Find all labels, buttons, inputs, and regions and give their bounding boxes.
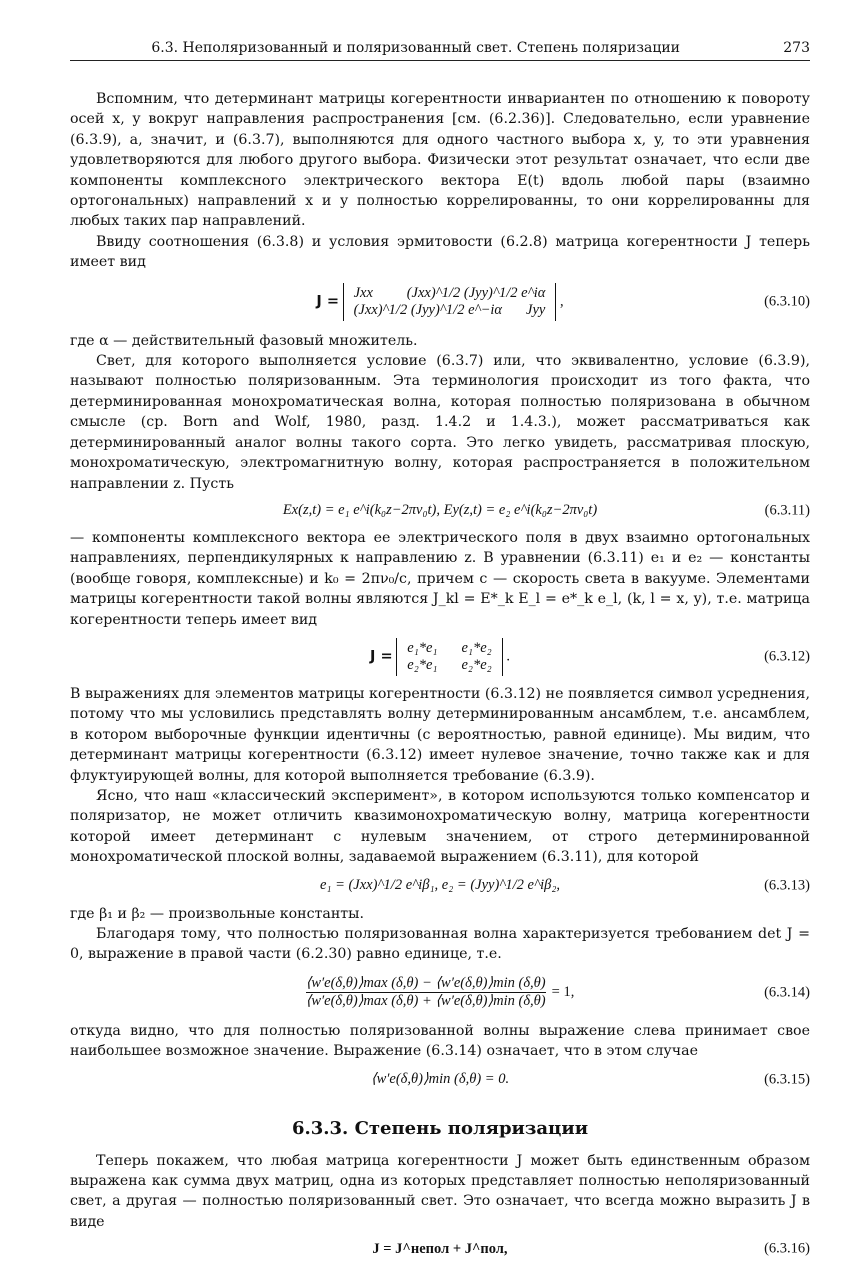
- eq11-number: (6.3.11): [764, 502, 810, 519]
- equation-6-3-14: [70, 965, 810, 1021]
- equation-6-3-10: [70, 273, 810, 331]
- equation-6-3-13: [70, 868, 810, 904]
- page-number: 273: [783, 40, 810, 56]
- eq10-lhs: J =: [316, 292, 339, 309]
- eq12-tail: .: [506, 648, 510, 665]
- eq12-number: (6.3.12): [764, 648, 810, 665]
- paragraph-10: откуда видно, что для полностью поляризованной волны выражение слева принимает свое наибольшее возможное значение. Выражение (6.3.14) означает, что в этом случае: [70, 1022, 810, 1060]
- paragraph-2: Ввиду соотношения (6.3.8) и условия эрмитовости (6.2.8) матрица когерентности J теперь имеет вид: [70, 233, 810, 271]
- eq15-number: (6.3.15): [764, 1071, 810, 1088]
- page: [70, 38, 810, 1266]
- eq12-a21: e₂*e₁: [407, 656, 438, 673]
- eq12-a22: e₂*e₂: [461, 656, 492, 673]
- eq13-number: (6.3.13): [764, 877, 810, 894]
- eq11-body: Ex(z,t) = e₁ e^i(k₀z−2πν₀t), Ey(z,t) = e₂ e^i(k₀z−2πν₀t): [282, 502, 598, 519]
- eq12-a11: e₁*e₁: [407, 639, 438, 656]
- equation-6-3-12: [70, 630, 810, 684]
- eq16-number: (6.3.16): [764, 1240, 810, 1257]
- eq14-number: (6.3.14): [764, 984, 810, 1001]
- equation-6-3-16: [70, 1232, 810, 1266]
- paragraph-8: где β₁ и β₂ — произвольные константы.: [70, 905, 364, 922]
- eq16-body: J = J^непол + J^пол,: [372, 1240, 508, 1257]
- eq12-matrix: [396, 638, 502, 676]
- eq10-number: (6.3.10): [764, 293, 810, 310]
- eq12-lhs: J =: [370, 648, 393, 665]
- eq14-fraction: [306, 975, 546, 1010]
- eq14-tail: = 1,: [551, 984, 575, 1001]
- eq13-body: e₁ = (Jxx)^1/2 e^iβ₁, e₂ = (Jyy)^1/2 e^iβ₂,: [319, 877, 561, 894]
- paragraph-6: В выражениях для элементов матрицы когерентности (6.3.12) не появляется символ усреднения, потому что мы условились представлять волну детерминированным ансамблем, т.е. ансамблем, в котором выборочные функции идентичны (с вероятностью, равной единице). Мы видим, что детерминант матрицы когерентности (6.3.12) имеет нулевое значение, точно также как и для флуктуирующей волны, для которой выполняется требование (6.3.9).: [70, 685, 810, 784]
- eq15-body: ⟨w′e(δ,θ)⟩min (δ,θ) = 0.: [370, 1071, 510, 1088]
- paragraph-1: Вспомним, что детерминант матрицы когерентности инвариантен по отношению к повороту осей x, y вокруг направления распространения [см. (6.2.36)]. Следовательно, если уравнение (6.3.9), а, значит, и (6.3.7), выполняются для одного частного выбора x, y, то эти уравнения удовлетворяются для любого другого выбора. Физически этот результат означает, что если две компоненты комплексного электрического вектора E(t) вдоль любой пары (взаимно ортогональных) направлений x и y полностью коррелированны, то они коррелированны для любых таких пар направлений.: [70, 91, 810, 230]
- paragraph-4: Свет, для которого выполняется условие (6.3.7) или, что эквивалентно, условие (6.3.9), называют полностью поляризованным. Эта терминология происходит из того факта, что детерминированная монохроматическая волна, которая полностью поляризована в обычном смысле (ср. Born and Wolf, 1980, разд. 1.4.2 и 1.4.3.), может рассматриваться как детерминированный аналог волны такого сорта. Это легко увидеть, рассматривая плоскую, монохроматическую, электромагнитную волну, которая распространяется в положительном направлении z. Пусть: [70, 353, 810, 492]
- eq10-matrix: [343, 283, 557, 321]
- equation-6-3-15: [70, 1062, 810, 1098]
- running-header: [70, 38, 810, 61]
- eq14-numerator: ⟨w′e(δ,θ)⟩max (δ,θ) − ⟨w′e(δ,θ)⟩min (δ,θ): [305, 975, 546, 992]
- paragraph-11: Теперь покажем, что любая матрица когерентности J может быть единственным образом выражена как сумма двух матриц, одна из которых представляет полностью неполяризованный свет, а другая — полностью поляризованный свет. Это означает, что всегда можно выразить J в виде: [70, 1152, 810, 1230]
- paragraph-5: — компоненты комплексного вектора ее электрического поля в двух взаимно ортогональных направлениях, перпендикулярных к направлению z. В уравнении (6.3.11) e₁ и e₂ — константы (вообще говоря, комплексные) и k₀ = 2πν₀/c, причем c — скорость света в вакууме. Элементами матрицы когерентности такой волны являются J_kl = E*_k E_l = e*_k e_l, (k, l = x, y), т.е. матрица когерентности теперь имеет вид: [70, 529, 810, 628]
- paragraph-9: Благодаря тому, что полностью поляризованная волна характеризуется требованием det J = 0, выражение в правой части (6.2.30) равно единице, т.е.: [70, 926, 810, 963]
- paragraph-3: где α — действительный фазовый множитель.: [70, 332, 418, 349]
- eq10-tail: ,: [559, 292, 564, 309]
- header-title: 6.3. Неполяризованный и поляризованный свет. Степень поляризации: [151, 40, 680, 56]
- equation-6-3-11: [70, 494, 810, 528]
- eq10-a22: Jyy: [526, 301, 546, 318]
- eq10-a12: (Jxx)^1/2 (Jyy)^1/2 e^iα: [406, 284, 546, 301]
- eq14-denominator: ⟨w′e(δ,θ)⟩max (δ,θ) + ⟨w′e(δ,θ)⟩min (δ,θ): [305, 993, 546, 1010]
- eq10-a21: (Jxx)^1/2 (Jyy)^1/2 e^−iα: [353, 301, 503, 318]
- paragraph-7: Ясно, что наш «классический эксперимент», в котором используются только компенсатор и поляризатор, не может отличить квазимонохроматическую волну, матрица когерентности которой имеет детерминант с нулевым значением, от строго детерминированной монохроматической плоской волны, задаваемой выражением (6.3.11), для которой: [70, 787, 810, 866]
- eq12-a12: e₁*e₂: [461, 639, 492, 656]
- eq10-a11: Jxx: [353, 284, 373, 301]
- section-heading: 6.3.3. Степень поляризации: [291, 1117, 589, 1139]
